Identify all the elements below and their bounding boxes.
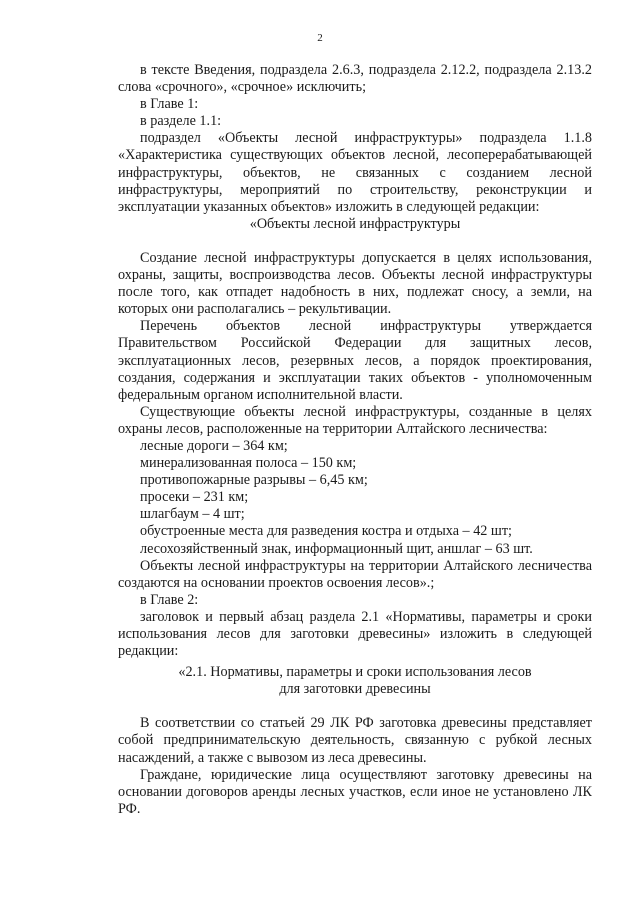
heading-section-2-1-line-2: для заготовки древесины [279, 681, 431, 698]
list-item: лесохозяйственный знак, информационный щит, аншлаг – 63 шт. [140, 540, 533, 557]
paragraph-objects-basis: Объекты лесной инфраструктуры на территории Алтайского лесничества создаются на основании проектов освоения лесов».; [118, 557, 592, 591]
paragraph-subsection-amendment: подраздел «Объекты лесной инфраструктуры» подраздела 1.1.8 «Характеристика существующих объектов лесной, лесоперерабатывающей инфраструктуры, объектов, не связанных с созданием лесной инфраструктуры, мероприятий по строительству, реконструкции и эксплуатации указанных объектов» изложить в следующей редакции: [118, 130, 592, 215]
paragraph-infrastructure-list-approval: Перечень объектов лесной инфраструктуры утверждается Правительством Российской Федерации для защитных лесов, эксплуатационных лесов, резервных лесов, а порядок проектирования, создания, содержания и эксплуатации таких объектов - уполномоченным федеральным органом исполнительной власти. [118, 318, 592, 403]
paragraph-introduction-amendment: в тексте Введения, подраздела 2.6.3, подраздела 2.12.2, подраздела 2.13.2 слова «срочного», «срочное» исключить; [118, 62, 592, 96]
paragraph-citizens-lease: Граждане, юридические лица осуществляют заготовку древесины на основании договоров аренды лесных участков, если иное не установлено ЛК РФ. [118, 766, 592, 817]
heading-forest-infrastructure: «Объекты лесной инфраструктуры [249, 215, 461, 232]
paragraph-section-1-1: в разделе 1.1: [140, 113, 222, 130]
list-item: лесные дороги – 364 км; [140, 437, 288, 454]
paragraph-infrastructure-creation: Создание лесной инфраструктуры допускается в целях использования, охраны, защиты, воспроизводства лесов. Объекты лесной инфраструктуры после того, как отпадет надобность в них, подлежат сносу, а земли, на которых они располагались – рекультивации. [118, 249, 592, 318]
page-number: 2 [317, 32, 323, 44]
paragraph-section-2-1-amendment: заголовок и первый абзац раздела 2.1 «Нормативы, параметры и сроки использования лесов для заготовки древесины» изложить в следующей редакции: [118, 608, 592, 660]
paragraph-article-29: В соответствии со статьей 29 ЛК РФ заготовка древесины представляет собой предпринимательскую деятельность, связанную с рубкой лесных насаждений, а также с вывозом из леса древесины. [118, 715, 592, 766]
spacer [118, 233, 592, 250]
list-item: шлагбаум – 4 шт; [140, 506, 245, 523]
paragraph-chapter-2: в Главе 2: [140, 591, 199, 608]
list-item: просеки – 231 км; [140, 489, 249, 506]
paragraph-existing-objects: Существующие объекты лесной инфраструктуры, созданные в целях охраны лесов, расположенные на территории Алтайского лесничества: [118, 403, 592, 437]
list-item: противопожарные разрывы – 6,45 км; [140, 472, 368, 489]
heading-section-2-1-line-1: «2.1. Нормативы, параметры и сроки использования лесов [178, 664, 532, 681]
spacer [118, 698, 592, 715]
list-item: минерализованная полоса – 150 км; [140, 455, 357, 472]
document-body [118, 62, 592, 818]
paragraph-chapter-1: в Главе 1: [140, 96, 199, 113]
list-item: обустроенные места для разведения костра и отдыха – 42 шт; [140, 523, 512, 540]
